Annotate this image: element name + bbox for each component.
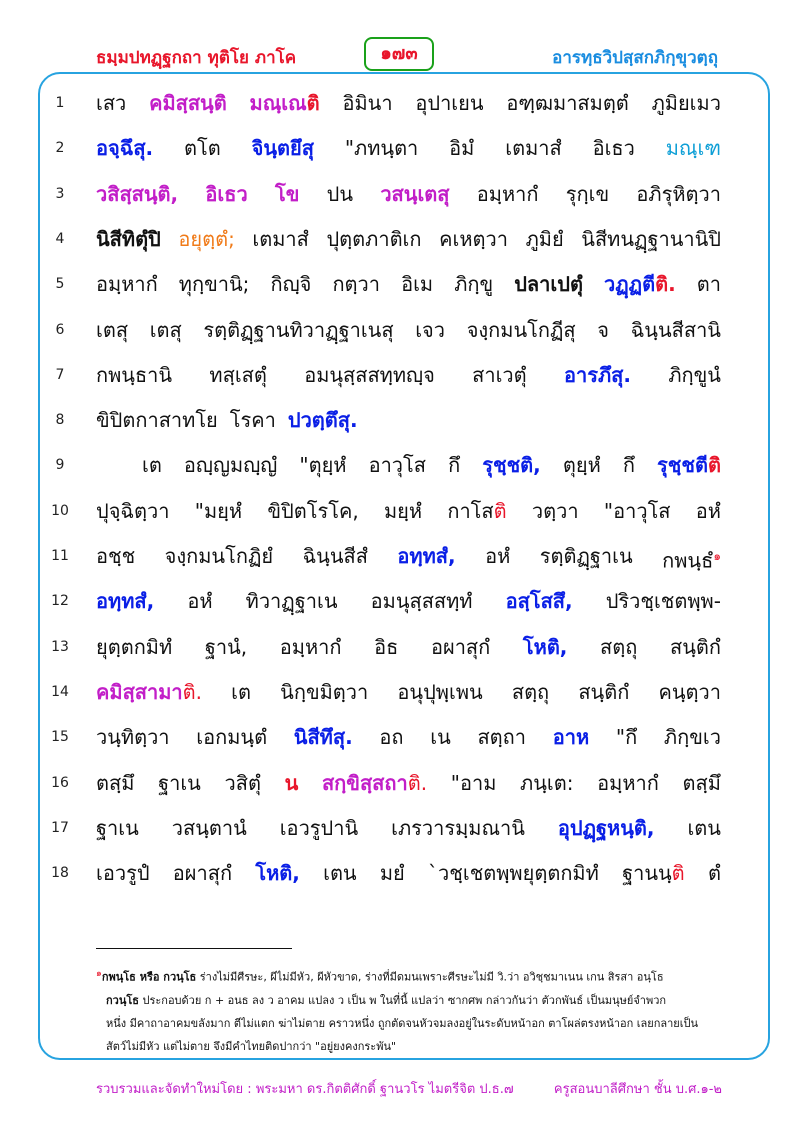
word: อผาสุกํ [172, 861, 233, 886]
word: อมฺหากํ [96, 272, 158, 297]
word: อิเม [401, 272, 434, 297]
word: อทฺทสํ, [397, 544, 456, 568]
word: อมฺหากํ [597, 770, 659, 795]
word: อมนุสฺสสทฺทํ [370, 589, 473, 614]
word: กึ [448, 453, 461, 478]
word: นิกฺขมิตฺวา [280, 679, 369, 704]
word: โข [274, 181, 300, 206]
word-stem: สกฺขิสฺสถา [321, 770, 408, 795]
word: สตฺถุ [600, 634, 638, 659]
word-stem: มณฺเณ [249, 91, 307, 115]
line-number: 17 [51, 819, 69, 836]
word [322, 762, 427, 804]
word: "กึ [615, 725, 638, 750]
word: เสว [96, 91, 127, 115]
word [96, 671, 202, 713]
word: จงฺกมนโกฏีสุ [466, 317, 576, 342]
word: อารภึสุ. [564, 362, 631, 387]
word: สตฺถา [477, 725, 527, 750]
word: "มยฺหํ [194, 498, 243, 523]
footnote-line [96, 1035, 736, 1058]
line-number: 16 [51, 774, 69, 791]
word: เตน [323, 861, 357, 886]
text-line [0, 354, 800, 396]
word: ปน [326, 181, 354, 206]
word: ทุกฺขานิ; [178, 272, 250, 297]
word: ฐาเน [158, 770, 201, 795]
word: ฐานํ, [204, 634, 248, 659]
word: ภูมิยํ [525, 226, 564, 251]
line-text [96, 807, 721, 849]
footnote-text: ประกอบด้วย ก + อนธ ลง ว อาคม แปลง ว เป็น พ ในที่นี้ แปลว่า ซากศพ กล่าวกันว่า ตัวกพันธ์ เป็นมนุษย์จำพวก [138, 993, 667, 1007]
word: เตสุ [149, 317, 182, 342]
word: "อาม [450, 770, 497, 795]
word: ภนฺเต: [520, 770, 574, 795]
header-story-title: อารทฺธวิปสฺสกภิกฺขุวตฺถุ [552, 48, 718, 68]
word: ตสฺมึ [96, 770, 135, 795]
word: อหํ [187, 589, 213, 614]
footer-course: ครูสอนบาลีศึกษา ชั้น บ.ศ.๑-๒ [553, 1082, 722, 1097]
line-number: 4 [55, 230, 65, 247]
word: เตสุ [96, 317, 129, 342]
text-line [0, 82, 800, 124]
word: วสนฺเตสุ [380, 181, 450, 206]
word: โหติ, [522, 634, 568, 659]
word: เภรวารมฺมณานิ [391, 815, 525, 840]
word: อภิรุหิตฺวา [636, 181, 721, 206]
line-text [96, 399, 721, 441]
word: รตฺติฏฺฐาเน [539, 544, 633, 568]
word: วสิตุํ [224, 770, 261, 795]
word: เต [142, 453, 162, 478]
word: คนฺตฺวา [658, 679, 721, 704]
word: สนฺติกํ [578, 679, 630, 704]
line-text [96, 490, 721, 532]
line-text [96, 263, 721, 305]
word: เตมาสํ [505, 136, 562, 161]
line-number: 6 [55, 321, 65, 338]
word: นิสีทิตุํปิ [96, 226, 161, 251]
word: ทิวาฏฺฐาเน [245, 589, 338, 614]
word: เจว [415, 317, 446, 342]
word: ภิกฺขูนํ [668, 362, 721, 387]
word: ขิปิตโรโค, [267, 498, 359, 523]
word-iti: ติ. [655, 272, 676, 297]
line-number: 3 [55, 185, 65, 202]
word: อชฺช [96, 544, 136, 568]
word: ปลาเปตุํ [514, 272, 583, 297]
word-iti: ติ [493, 498, 507, 523]
word-iti: ติ [707, 453, 721, 478]
word: อฑฺฒมาสมตฺตํ [506, 91, 629, 115]
word: สาเวตุํ [472, 362, 527, 387]
word: จงฺกมนโกฏิยํ [164, 544, 274, 568]
line-text [96, 671, 721, 713]
word: ยุตฺตกมิทํ [96, 634, 173, 659]
line-text [96, 82, 721, 124]
word: โรคา [229, 408, 276, 433]
word: เตน [687, 815, 721, 840]
text-line [0, 399, 800, 441]
word-stem: กาโส [447, 498, 494, 523]
text-line [0, 852, 800, 894]
line-number: 10 [51, 502, 69, 519]
word: กิญฺจิ [270, 272, 312, 297]
page-number-badge: ๑๗๓ [364, 37, 434, 71]
footnote-text: หนึ่ง มีคาถาอาคมขลังมาก ตีไม่แตก ฆ่าไม่ตาย คราวหนึ่ง ถูกตัดจนหัวจมลงอยู่ในระดับหน้าอก ตาโผล่ตรงหน้าอก เลยกลายเป็น [106, 1016, 699, 1030]
word: ทสฺเสตุํ [209, 362, 267, 387]
word: วสิสฺสนฺติ, [96, 181, 179, 206]
word: วนฺทิตฺวา [96, 725, 170, 750]
footnote-line [96, 962, 736, 989]
word: ตา [696, 272, 721, 297]
line-text [96, 173, 721, 215]
word: ฉินฺนสีสํ [302, 544, 368, 568]
word: อุปาเยน [415, 91, 484, 115]
line-text [96, 127, 721, 169]
word: ตสฺมึ [682, 770, 721, 795]
line-text [96, 762, 721, 804]
word: กตฺวา [332, 272, 380, 297]
word: รุกฺเข [565, 181, 610, 206]
line-number: 1 [55, 95, 65, 111]
word: อหํ [695, 498, 721, 523]
text-line [0, 535, 800, 577]
word: อหํ [485, 544, 511, 568]
word: อญฺญมญฺญํ [183, 453, 278, 478]
word: มยฺหํ [383, 498, 423, 523]
word: อมฺหากํ [476, 181, 539, 206]
word: อิเธว [592, 136, 635, 161]
word: เต [231, 679, 251, 704]
word-iti: ติ [306, 91, 320, 115]
word: เอวรูปํ [96, 861, 150, 886]
text-line [0, 263, 800, 305]
word: ภิกฺขเว [663, 725, 721, 750]
line-text [96, 580, 721, 622]
word: รตฺติฏฺฐานทิวาฏฺฐาเนสุ [203, 317, 394, 342]
word: ปุตฺตภาติเก [326, 226, 422, 251]
line-text [96, 444, 721, 486]
word: อยุตฺตํ; [178, 226, 235, 251]
word [622, 852, 685, 894]
word: อจฺฉึสุ. [96, 136, 154, 161]
word: ตํ [707, 861, 721, 886]
text-line [0, 127, 800, 169]
word: ตุยฺหํ [562, 453, 601, 478]
line-text [96, 218, 721, 260]
footnote-divider [96, 948, 292, 949]
line-number: 8 [55, 412, 65, 429]
word: อทฺทสํ, [96, 589, 155, 614]
header-book-title: ธมฺมปทฏฺฐกถา ทุติโย ภาโค [96, 48, 297, 68]
word-iti: ติ. [407, 770, 428, 795]
line-text [96, 716, 721, 758]
word: ภิกฺขู [454, 272, 494, 297]
word: คมิสฺสนฺติ [149, 91, 227, 115]
word: สนฺติกํ [670, 634, 721, 659]
word: อิเธว [205, 181, 248, 206]
text-line [0, 626, 800, 668]
footnote-text: ร่างไม่มีศีรษะ, ผีไม่มีหัว, ผีหัวขาด, ร่างที่มีดมนเพราะศีรษะไม่มี วิ.ว่า อวิชฺชมาเนน เกน สิรสา อนฺโธ [196, 970, 664, 984]
word: วสนฺตานํ [171, 815, 247, 840]
word: นิสีทึสุ. [293, 725, 353, 750]
word: รุชฺชติ, [482, 453, 541, 478]
word: โหติ, [255, 861, 300, 886]
word-stem: ฐานนฺ [622, 861, 672, 886]
line-text [96, 354, 721, 396]
word: คเหตฺวา [439, 226, 508, 251]
footnote-text: สัตว์ไม่มีหัว แต่ไม่ตาย จึงมีคำไทยติดปากว่า "อยู่ยงคงกระพัน" [106, 1039, 397, 1053]
footnote-term: กพนฺโธ หรือ กวนฺโธ [101, 970, 197, 984]
line-number: 5 [55, 276, 65, 293]
footnote-line [96, 989, 736, 1012]
footnote-term: กวนฺโธ [106, 993, 139, 1007]
word [447, 490, 506, 532]
word: อิธ [374, 634, 399, 659]
word: "ตุยฺหํ [299, 453, 347, 478]
word [657, 444, 721, 486]
text-line [0, 309, 800, 351]
line-number: 14 [51, 683, 69, 700]
word: เตมาสํ [252, 226, 309, 251]
footer-compiler: รวบรวมและจัดทำใหม่โดย : พระมหา ดร.กิตติศักดิ์ ฐานวโร ไมตรีจิต ป.ธ.๗ [96, 1082, 514, 1097]
word: น [284, 770, 299, 795]
word: นิสีทนฏฺฐานานิปิ [581, 226, 721, 251]
word: สตฺถุ [511, 679, 550, 704]
footnote-line [96, 1012, 736, 1035]
word: "อาวุโส [603, 498, 671, 523]
word: ขิปิตกาสาทโย [96, 408, 218, 433]
word: กพนฺธํ$^๑$ [662, 548, 721, 573]
word: อิมินา [342, 91, 393, 115]
word: "ภทนฺตา [344, 136, 419, 161]
word-stem: รุชฺชตี [657, 453, 708, 478]
text-line [0, 716, 800, 758]
line-number: 11 [51, 548, 69, 564]
text-line [0, 444, 800, 486]
word: เน [430, 725, 451, 750]
text-line [0, 671, 800, 713]
word: อาห [552, 725, 590, 750]
footnote-marker: ๑ [96, 968, 102, 979]
line-number: 15 [51, 729, 69, 746]
line-number: 12 [51, 593, 69, 610]
word: ฐาเน [96, 815, 139, 840]
word: มณฺเฑ [665, 136, 721, 161]
footnote-marker: ๑ [713, 549, 721, 563]
word: `วชฺเชตพฺพยุตฺตกมิทํ [428, 861, 599, 886]
word [604, 263, 676, 305]
footnote [96, 962, 736, 1058]
word: เอวรูปานิ [279, 815, 359, 840]
text-line [0, 762, 800, 804]
text-line [0, 173, 800, 215]
word-iti: ติ. [182, 679, 202, 704]
line-number: 7 [55, 366, 65, 383]
word: วตฺวา [531, 498, 579, 523]
line-text [96, 309, 721, 351]
text-line [0, 807, 800, 849]
word: อผาสุกํ [430, 634, 491, 659]
word: ภูมิยเมว [651, 91, 721, 115]
line-text [96, 852, 721, 894]
word: ปริวชฺเชตพฺพ- [605, 589, 721, 614]
word: กึ [622, 453, 635, 478]
word: อสฺโสสึ, [505, 589, 573, 614]
word: กพนฺธานิ [96, 362, 173, 387]
word: อมนุสฺสสทฺทญฺจ [304, 362, 435, 387]
word: จ [597, 317, 610, 342]
text-line [0, 490, 800, 532]
text-line [0, 218, 800, 260]
line-text [96, 626, 721, 668]
word: ปุจฺฉิตฺวา [96, 498, 170, 523]
word: ฉินฺนสีสานิ [630, 317, 721, 342]
line-number: 18 [51, 865, 69, 882]
word: อมฺหากํ [279, 634, 342, 659]
word: อาวุโส [368, 453, 426, 478]
word: อิมํ [449, 136, 475, 161]
word-iti: ติ [671, 861, 685, 886]
word [250, 82, 320, 124]
word-stem: คมิสฺสามา [96, 679, 183, 704]
line-number: 9 [55, 457, 65, 474]
line-number: 2 [55, 140, 65, 157]
line-text [96, 535, 721, 582]
word: อถ [379, 725, 404, 750]
word: มยํ [379, 861, 405, 886]
word-stem: วฏฺฏตี [604, 272, 656, 297]
word: อนุปุพฺเพน [397, 679, 483, 704]
line-number: 13 [51, 638, 69, 655]
text-line [0, 580, 800, 622]
word: อุปฏฺฐหนฺติ, [557, 815, 655, 840]
word: ตโต [184, 136, 221, 161]
word: จินฺตยึสุ [251, 136, 314, 161]
word: เอกมนฺตํ [196, 725, 268, 750]
word: ปวตฺตึสุ. [287, 408, 358, 433]
